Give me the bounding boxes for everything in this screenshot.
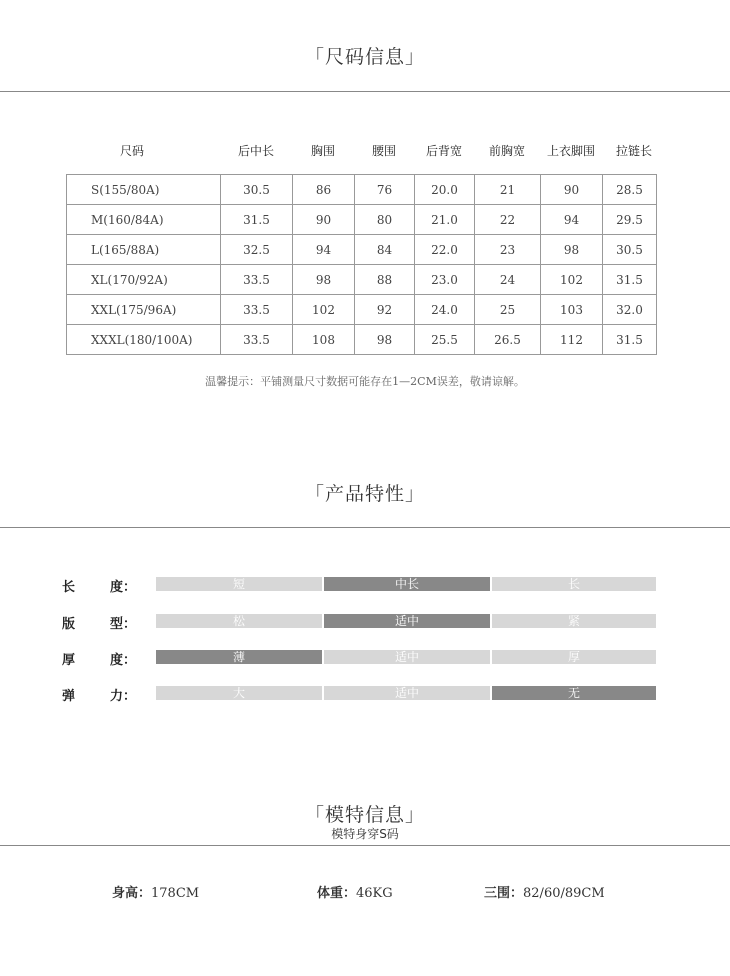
feature-label-char: 版 <box>62 617 76 632</box>
header-back-length: 后中长 <box>237 144 274 158</box>
divider <box>0 527 730 528</box>
model-weight-value: 46KG <box>356 886 393 901</box>
size-info-title: 「尺码信息」 <box>304 46 425 68</box>
feature-label <box>62 685 142 704</box>
feature-option: 适中 <box>324 686 490 700</box>
table-cell: 108 <box>293 325 355 355</box>
feature-label <box>62 576 142 595</box>
table-cell: 94 <box>541 205 603 235</box>
size-cell: XXXL(180/100A) <box>67 325 221 355</box>
model-measurements <box>484 882 605 901</box>
feature-row-length <box>0 576 730 595</box>
feature-option: 大 <box>156 686 322 700</box>
table-row <box>67 265 657 295</box>
feature-label <box>62 649 142 668</box>
model-weight <box>317 882 393 901</box>
table-cell: 76 <box>355 175 415 205</box>
header-chest: 胸围 <box>310 144 335 158</box>
table-cell: 25 <box>475 295 541 325</box>
size-cell: XXL(175/96A) <box>67 295 221 325</box>
feature-option: 长 <box>492 577 656 591</box>
table-cell: 98 <box>541 235 603 265</box>
table-cell: 24 <box>475 265 541 295</box>
header-waist: 腰围 <box>371 144 396 158</box>
table-cell: 26.5 <box>475 325 541 355</box>
table-cell: 80 <box>355 205 415 235</box>
table-cell: 24.0 <box>415 295 475 325</box>
table-cell: 33.5 <box>221 295 293 325</box>
size-cell: S(155/80A) <box>67 175 221 205</box>
feature-option: 短 <box>156 577 322 591</box>
feature-label-char: 厚 <box>62 653 76 668</box>
header-size: 尺码 <box>119 144 144 158</box>
table-cell: 84 <box>355 235 415 265</box>
size-cell: XL(170/92A) <box>67 265 221 295</box>
table-cell: 21 <box>475 175 541 205</box>
table-cell: 88 <box>355 265 415 295</box>
feature-option: 无 <box>492 686 656 700</box>
table-cell: 33.5 <box>221 265 293 295</box>
header-hem: 上衣脚围 <box>546 144 595 158</box>
table-cell: 29.5 <box>603 205 657 235</box>
table-cell: 98 <box>293 265 355 295</box>
feature-option: 紧 <box>492 614 656 628</box>
table-cell: 23 <box>475 235 541 265</box>
size-table-header <box>66 142 666 158</box>
feature-label <box>62 613 142 632</box>
header-front-chest: 前胸宽 <box>488 144 525 158</box>
feature-option: 适中 <box>324 614 490 628</box>
feature-row-thickness <box>0 649 730 668</box>
table-row <box>67 295 657 325</box>
table-cell: 92 <box>355 295 415 325</box>
feature-option: 适中 <box>324 650 490 664</box>
divider <box>0 845 730 846</box>
table-cell: 32.5 <box>221 235 293 265</box>
table-cell: 25.5 <box>415 325 475 355</box>
feature-label-char: 弹 <box>62 689 76 704</box>
feature-label-suffix: 度： <box>110 653 137 668</box>
table-cell: 31.5 <box>221 205 293 235</box>
feature-label-char: 长 <box>62 580 76 595</box>
table-cell: 90 <box>541 175 603 205</box>
table-cell: 112 <box>541 325 603 355</box>
table-cell: 86 <box>293 175 355 205</box>
header-zipper-length: 拉链长 <box>615 144 652 158</box>
table-cell: 102 <box>541 265 603 295</box>
table-cell: 98 <box>355 325 415 355</box>
table-row <box>67 325 657 355</box>
table-row <box>67 175 657 205</box>
size-cell: M(160/84A) <box>67 205 221 235</box>
model-subtitle: 模特身穿S码 <box>331 827 399 841</box>
table-cell: 94 <box>293 235 355 265</box>
size-table <box>66 174 657 355</box>
table-cell: 33.5 <box>221 325 293 355</box>
table-cell: 32.0 <box>603 295 657 325</box>
feature-row-fit <box>0 613 730 632</box>
feature-option: 松 <box>156 614 322 628</box>
table-cell: 30.5 <box>603 235 657 265</box>
table-cell: 28.5 <box>603 175 657 205</box>
size-cell: L(165/88A) <box>67 235 221 265</box>
model-height <box>112 882 199 901</box>
table-cell: 21.0 <box>415 205 475 235</box>
divider <box>0 91 730 92</box>
table-row <box>67 205 657 235</box>
table-cell: 23.0 <box>415 265 475 295</box>
feature-option: 中长 <box>324 577 490 591</box>
table-cell: 31.5 <box>603 265 657 295</box>
table-cell: 31.5 <box>603 325 657 355</box>
feature-row-elasticity <box>0 685 730 704</box>
features-title: 「产品特性」 <box>304 483 425 505</box>
measurement-note: 温馨提示：平铺测量尺寸数据可能存在1—2CM误差，敬请谅解。 <box>205 375 525 388</box>
model-title: 「模特信息」 <box>304 804 425 826</box>
feature-option: 厚 <box>492 650 656 664</box>
table-row <box>67 235 657 265</box>
model-height-value: 178CM <box>151 886 200 901</box>
table-cell: 22 <box>475 205 541 235</box>
model-weight-label: 体重： <box>317 886 357 901</box>
table-cell: 30.5 <box>221 175 293 205</box>
table-cell: 102 <box>293 295 355 325</box>
feature-label-suffix: 力： <box>110 689 137 704</box>
model-height-label: 身高： <box>112 886 152 901</box>
feature-option: 薄 <box>156 650 322 664</box>
feature-label-suffix: 度： <box>110 580 137 595</box>
table-cell: 90 <box>293 205 355 235</box>
table-cell: 20.0 <box>415 175 475 205</box>
table-cell: 103 <box>541 295 603 325</box>
header-back-width: 后背宽 <box>425 144 462 158</box>
model-measurements-value: 82/60/89CM <box>523 886 605 901</box>
model-measurements-label: 三围： <box>484 886 524 901</box>
table-cell: 22.0 <box>415 235 475 265</box>
feature-label-suffix: 型： <box>110 617 137 632</box>
